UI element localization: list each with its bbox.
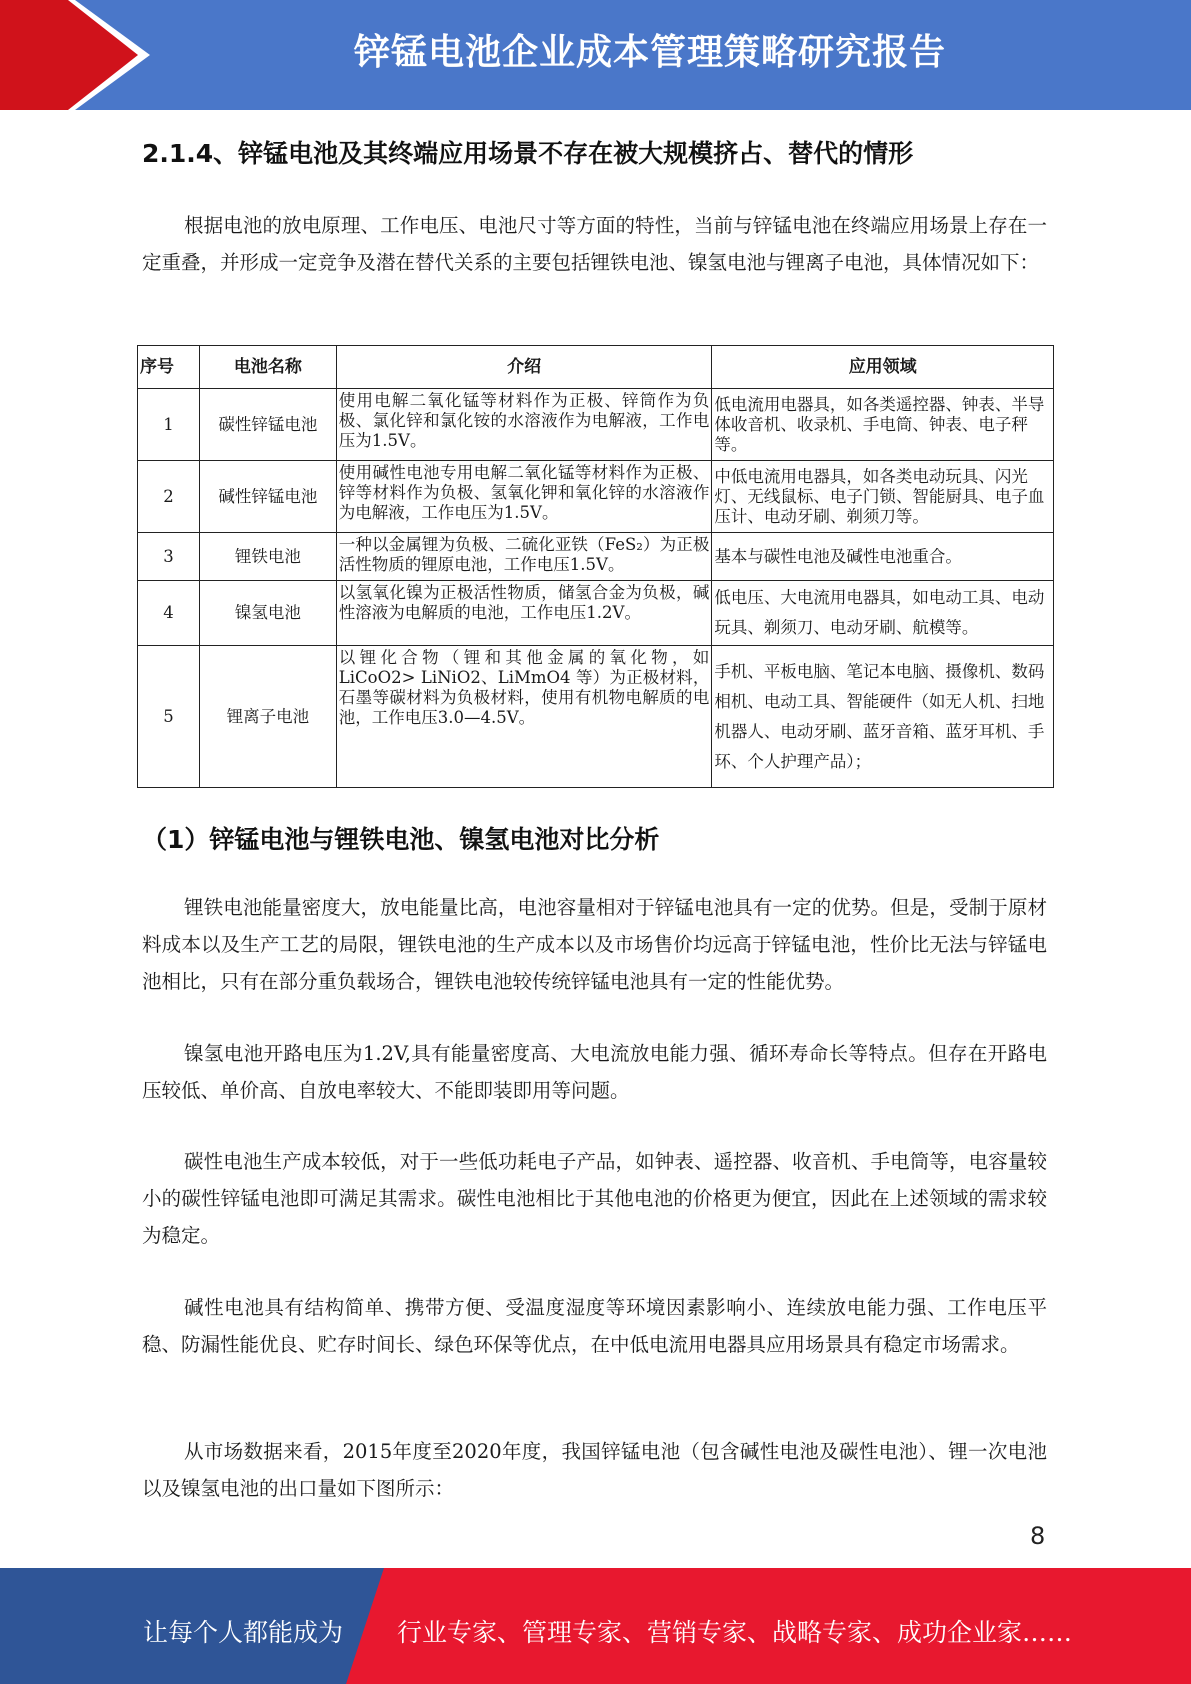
paragraph-nimh: 镍氢电池开路电压为1.2V,具有能量密度高、大电流放电能力强、循环寿命长等特点。但存在开路电压较低、单价高、自放电率较大、不能即装即用等问题。 — [142, 1042, 1047, 1102]
row-usage: 低电压、大电流用电器具，如电动工具、电动玩具、剃须刀、电动牙刷、航模等。 — [712, 581, 1054, 646]
row-battery-name: 锂铁电池 — [199, 533, 336, 581]
page-number: 8 — [1030, 1522, 1046, 1550]
footer-slogan-right: 行业专家、管理专家、营销专家、战略专家、成功企业家…… — [397, 1618, 1073, 1647]
footer-slogan-left: 让每个人都能成为 — [143, 1618, 344, 1647]
paragraph-market-data: 从市场数据来看，2015年度至2020年度，我国锌锰电池（包含碱性电池及碳性电池）、锂一次电池以及镍氢电池的出口量如下图所示： — [142, 1440, 1047, 1500]
row-usage: 低电流用电器具，如各类遥控器、钟表、半导体收音机、收录机、手电筒、钟表、电子秤等。 — [712, 389, 1054, 461]
paragraph-lithium-iron: 锂铁电池能量密度大，放电能量比高，电池容量相对于锌锰电池具有一定的优势。但是，受制于原材料成本以及生产工艺的局限，锂铁电池的生产成本以及市场售价均远高于锌锰电池，性价比无法与锌锰电池相比，只有在部分重负载场合，锂铁电池较传统锌锰电池具有一定的性能优势。 — [142, 896, 1047, 993]
row-usage: 中低电流用电器具，如各类电动玩具、闪光灯、无线鼠标、电子门锁、智能厨具、电子血压计、电动牙刷、剃须刀等。 — [712, 461, 1054, 533]
col-header-name: 电池名称 — [199, 346, 336, 389]
row-intro: 使用碱性电池专用电解二氧化锰等材料作为正极、锌等材料作为负极、氢氧化钾和氧化锌的水溶液作为电解液，工作电压为1.5V。 — [336, 461, 712, 533]
row-no: 2 — [138, 461, 200, 533]
paragraph-alkaline: 碱性电池具有结构简单、携带方便、受温度湿度等环境因素影响小、连续放电能力强、工作电压平稳、防漏性能优良、贮存时间长、绿色环保等优点，在中低电流用电器具应用场景具有稳定市场需求。 — [142, 1296, 1047, 1356]
table-row — [138, 646, 1054, 788]
row-usage: 手机、平板电脑、笔记本电脑、摄像机、数码相机、电动工具、智能硬件（如无人机、扫地机器人、电动牙刷、蓝牙音箱、蓝牙耳机、手环、个人护理产品）； — [712, 646, 1054, 788]
col-header-intro: 介绍 — [336, 346, 712, 389]
intro-paragraph: 根据电池的放电原理、工作电压、电池尺寸等方面的特性，当前与锌锰电池在终端应用场景上存在一定重叠，并形成一定竞争及潜在替代关系的主要包括锂铁电池、镍氢电池与锂离子电池，具体情况如下： — [142, 214, 1047, 274]
subsection-heading-1: （1）锌锰电池与锂铁电池、镍氢电池对比分析 — [142, 825, 660, 854]
col-header-no: 序号 — [138, 346, 200, 389]
row-intro: 以氢氧化镍为正极活性物质，储氢合金为负极，碱性溶液为电解质的电池，工作电压1.2V。 — [336, 581, 712, 646]
table-row — [138, 461, 1054, 533]
row-battery-name: 锂离子电池 — [199, 646, 336, 788]
row-battery-name: 碳性锌锰电池 — [199, 389, 336, 461]
row-battery-name: 镍氢电池 — [199, 581, 336, 646]
row-no: 5 — [138, 646, 200, 788]
row-usage: 基本与碳性电池及碱性电池重合。 — [712, 533, 1054, 581]
row-intro: 一种以金属锂为负极、二硫化亚铁（FeS₂）为正极活性物质的锂原电池，工作电压1.5V。 — [336, 533, 712, 581]
row-no: 3 — [138, 533, 200, 581]
row-battery-name: 碱性锌锰电池 — [199, 461, 336, 533]
table-header-row — [138, 346, 1054, 389]
table-row — [138, 581, 1054, 646]
section-heading-214: 2.1.4、锌锰电池及其终端应用场景不存在被大规模挤占、替代的情形 — [142, 139, 914, 168]
table-row — [138, 533, 1054, 581]
page-header — [0, 0, 1191, 110]
row-no: 1 — [138, 389, 200, 461]
row-intro: 使用电解二氧化锰等材料作为正极、锌筒作为负极、氯化锌和氯化铵的水溶液作为电解液，工作电压为1.5V。 — [336, 389, 712, 461]
report-title: 锌锰电池企业成本管理策略研究报告 — [353, 32, 946, 73]
table-row — [138, 389, 1054, 461]
row-intro: 以锂化合物（锂和其他金属的氧化物，如LiCoO2> LiNiO2、LiMmO4 等）为正极材料，石墨等碳材料为负极材料，使用有机物电解质的电池，工作电压3.0—4.5V。 — [336, 646, 712, 788]
row-no: 4 — [138, 581, 200, 646]
paragraph-carbon-zinc: 碳性电池生产成本较低，对于一些低功耗电子产品，如钟表、遥控器、收音机、手电筒等，电容量较小的碳性锌锰电池即可满足其需求。碳性电池相比于其他电池的价格更为便宜，因此在上述领域的需求较为稳定。 — [142, 1150, 1047, 1247]
col-header-usage: 应用领域 — [712, 346, 1054, 389]
battery-comparison-table — [137, 345, 1054, 788]
